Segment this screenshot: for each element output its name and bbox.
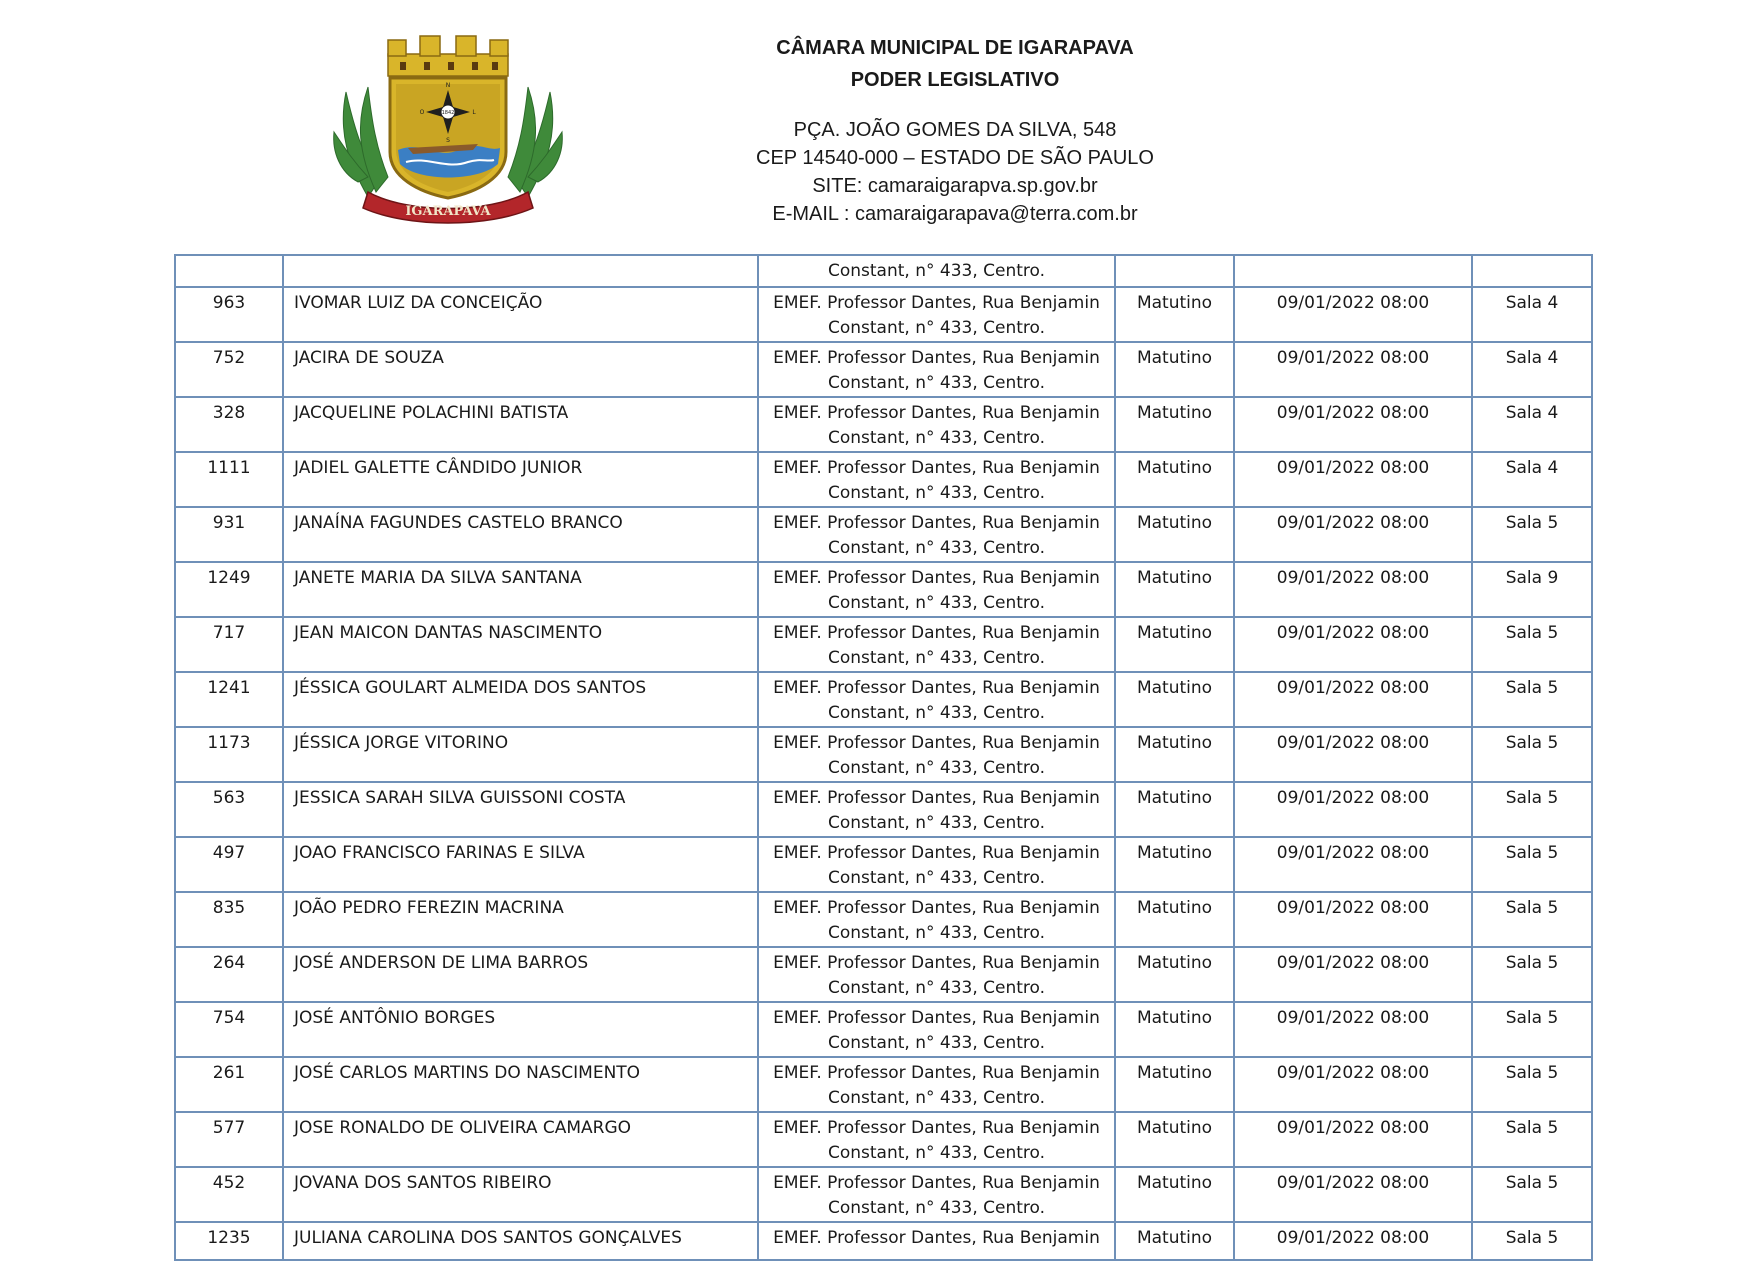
table-row: [175, 287, 1592, 342]
shift-cell: Matutino: [1115, 1167, 1234, 1222]
institution-subtitle: PODER LEGISLATIVO: [850, 69, 1060, 91]
registration-number-cell: 563: [175, 782, 283, 837]
shift-cell: Matutino: [1115, 727, 1234, 782]
candidate-name-cell: JOSÉ ANTÔNIO BORGES: [283, 1002, 758, 1057]
local-line-2: Constant, n° 433, Centro.: [827, 1088, 1046, 1108]
table-row: [175, 837, 1592, 892]
room-cell: Sala 5: [1472, 617, 1592, 672]
registration-number-cell: 931: [175, 507, 283, 562]
svg-text:N: N: [445, 82, 451, 89]
datetime-cell: 09/01/2022 08:00: [1234, 672, 1472, 727]
local-line-1: EMEF. Professor Dantes, Rua Benjamin: [773, 1008, 1100, 1028]
local-line-2: Constant, n° 433, Centro.: [827, 758, 1046, 778]
table-row: [175, 1222, 1592, 1260]
shift-cell: Matutino: [1115, 782, 1234, 837]
room-cell: Sala 4: [1472, 397, 1592, 452]
local-line-1: EMEF. Professor Dantes, Rua Benjamin: [773, 513, 1100, 533]
shift-cell: Matutino: [1115, 1057, 1234, 1112]
local-line-2: Constant, n° 433, Centro.: [827, 868, 1046, 888]
room-cell: Sala 5: [1472, 892, 1592, 947]
datetime-cell: 09/01/2022 08:00: [1234, 287, 1472, 342]
registration-number-cell: 1173: [175, 727, 283, 782]
shift-cell: Matutino: [1115, 342, 1234, 397]
room-cell: Sala 5: [1472, 782, 1592, 837]
table-row: [175, 342, 1592, 397]
local-line-2: Constant, n° 433, Centro.: [827, 978, 1046, 998]
table-row: [175, 1112, 1592, 1167]
local-cell: [758, 1057, 1115, 1112]
candidate-name-cell: JOSÉ CARLOS MARTINS DO NASCIMENTO: [283, 1057, 758, 1112]
candidate-name-cell: JULIANA CAROLINA DOS SANTOS GONÇALVES: [283, 1222, 758, 1260]
svg-text:O: O: [419, 109, 425, 116]
registration-number-cell: 452: [175, 1167, 283, 1222]
table-row: [175, 507, 1592, 562]
datetime-cell: 09/01/2022 08:00: [1234, 1057, 1472, 1112]
registration-number-cell: 1235: [175, 1222, 283, 1260]
email-line: E-MAIL : camaraigarapava@terra.com.br: [772, 203, 1138, 225]
room-cell: Sala 5: [1472, 1167, 1592, 1222]
local-line-1: EMEF. Professor Dantes, Rua Benjamin: [773, 788, 1100, 808]
candidate-name-cell: JACQUELINE POLACHINI BATISTA: [283, 397, 758, 452]
local-cell: [758, 287, 1115, 342]
room-cell: Sala 9: [1472, 562, 1592, 617]
local-cell: [758, 1002, 1115, 1057]
datetime-cell: 09/01/2022 08:00: [1234, 1002, 1472, 1057]
candidate-name-cell: JOAO FRANCISCO FARINAS E SILVA: [283, 837, 758, 892]
local-line-2: Constant, n° 433, Centro.: [827, 1143, 1046, 1163]
registration-number-cell: 752: [175, 342, 283, 397]
room-cell: Sala 5: [1472, 672, 1592, 727]
local-line-2: Constant, n° 433, Centro.: [827, 538, 1046, 558]
registration-number-cell: 264: [175, 947, 283, 1002]
local-line-2: Constant, n° 433, Centro.: [827, 428, 1046, 448]
local-line-1: EMEF. Professor Dantes, Rua Benjamin: [773, 733, 1100, 753]
local-cell: [758, 397, 1115, 452]
local-cell: [758, 727, 1115, 782]
room-cell: Sala 4: [1472, 452, 1592, 507]
local-line-2: Constant, n° 433, Centro.: [827, 483, 1046, 503]
local-cell: [758, 1222, 1115, 1260]
datetime-cell: 09/01/2022 08:00: [1234, 452, 1472, 507]
shift-cell: Matutino: [1115, 892, 1234, 947]
local-cell: [758, 1112, 1115, 1167]
candidate-name-cell: JEAN MAICON DANTAS NASCIMENTO: [283, 617, 758, 672]
candidate-allocation-table: [174, 254, 1593, 1261]
local-line-2: Constant, n° 433, Centro.: [827, 318, 1046, 338]
local-cell: [758, 452, 1115, 507]
municipal-coat-of-arms-logo: [328, 32, 568, 224]
local-cell: [758, 892, 1115, 947]
registration-number-cell: 497: [175, 837, 283, 892]
local-line-2: Constant, n° 433, Centro.: [827, 648, 1046, 668]
table-row: [175, 397, 1592, 452]
shift-cell: Matutino: [1115, 452, 1234, 507]
registration-number-cell: 1241: [175, 672, 283, 727]
svg-text:S: S: [446, 137, 450, 144]
local-cell: [758, 837, 1115, 892]
registration-number-cell: 754: [175, 1002, 283, 1057]
datetime-cell: 09/01/2022 08:00: [1234, 1112, 1472, 1167]
registration-number-cell: 1111: [175, 452, 283, 507]
institution-name: CÂMARA MUNICIPAL DE IGARAPAVA: [776, 37, 1134, 59]
table-row: [175, 672, 1592, 727]
local-line-1: EMEF. Professor Dantes, Rua Benjamin: [773, 1063, 1100, 1083]
datetime-cell: 09/01/2022 08:00: [1234, 617, 1472, 672]
local-line-1: EMEF. Professor Dantes, Rua Benjamin: [773, 623, 1100, 643]
room-cell: Sala 5: [1472, 1222, 1592, 1260]
room-cell: Sala 5: [1472, 947, 1592, 1002]
local-cell: [758, 947, 1115, 1002]
local-line-1: EMEF. Professor Dantes, Rua Benjamin: [773, 458, 1100, 478]
local-cell: [758, 617, 1115, 672]
table-row: [175, 892, 1592, 947]
local-cell: [758, 672, 1115, 727]
table-row: [175, 947, 1592, 1002]
local-line-1: EMEF. Professor Dantes, Rua Benjamin: [773, 678, 1100, 698]
local-line-2: Constant, n° 433, Centro.: [827, 593, 1046, 613]
local-line-1: EMEF. Professor Dantes, Rua Benjamin: [773, 843, 1100, 863]
local-cell: [758, 562, 1115, 617]
shift-cell: Matutino: [1115, 947, 1234, 1002]
shift-cell: Matutino: [1115, 397, 1234, 452]
datetime-cell: 09/01/2022 08:00: [1234, 1222, 1472, 1260]
local-line-1: EMEF. Professor Dantes, Rua Benjamin: [773, 403, 1100, 423]
svg-text:L: L: [472, 109, 476, 116]
local-line-2: Constant, n° 433, Centro.: [827, 813, 1046, 833]
datetime-cell: 09/01/2022 08:00: [1234, 837, 1472, 892]
local-line-2: Constant, n° 433, Centro.: [827, 1198, 1046, 1218]
datetime-cell: 09/01/2022 08:00: [1234, 892, 1472, 947]
local-line-1: EMEF. Professor Dantes, Rua Benjamin: [773, 293, 1100, 313]
datetime-cell: 09/01/2022 08:00: [1234, 727, 1472, 782]
table-row: [175, 1002, 1592, 1057]
datetime-cell: 09/01/2022 08:00: [1234, 782, 1472, 837]
room-cell: Sala 5: [1472, 507, 1592, 562]
shift-cell: Matutino: [1115, 837, 1234, 892]
local-line-2: Constant, n° 433, Centro.: [827, 1033, 1046, 1053]
candidate-name-cell: IVOMAR LUIZ DA CONCEIÇÃO: [283, 287, 758, 342]
local-line-1: EMEF. Professor Dantes, Rua Benjamin: [773, 1173, 1100, 1193]
datetime-cell: 09/01/2022 08:00: [1234, 562, 1472, 617]
room-cell: Sala 4: [1472, 342, 1592, 397]
local-line-2: Constant, n° 433, Centro.: [827, 923, 1046, 943]
candidate-name-cell: JOSE RONALDO DE OLIVEIRA CAMARGO: [283, 1112, 758, 1167]
table-row-continuation: [175, 255, 1592, 287]
candidate-name-cell: JOVANA DOS SANTOS RIBEIRO: [283, 1167, 758, 1222]
local-line-1: EMEF. Professor Dantes, Rua Benjamin: [773, 1228, 1100, 1248]
datetime-cell: 09/01/2022 08:00: [1234, 1167, 1472, 1222]
cep-line: CEP 14540-000 – ESTADO DE SÃO PAULO: [756, 147, 1154, 169]
room-cell: Sala 5: [1472, 1057, 1592, 1112]
local-cell: [758, 782, 1115, 837]
local-line-2: Constant, n° 433, Centro.: [827, 373, 1046, 393]
svg-text:IGARAPAVA: IGARAPAVA: [405, 204, 491, 219]
table-row: [175, 1057, 1592, 1112]
room-cell: Sala 4: [1472, 287, 1592, 342]
candidate-name-cell: JOÃO PEDRO FEREZIN MACRINA: [283, 892, 758, 947]
room-cell: Sala 5: [1472, 727, 1592, 782]
candidate-name-cell: JÉSSICA GOULART ALMEIDA DOS SANTOS: [283, 672, 758, 727]
registration-number-cell: 717: [175, 617, 283, 672]
local-cell: [758, 507, 1115, 562]
candidate-name-cell: JACIRA DE SOUZA: [283, 342, 758, 397]
shift-cell: Matutino: [1115, 287, 1234, 342]
local-line-1: EMEF. Professor Dantes, Rua Benjamin: [773, 953, 1100, 973]
address-line: PÇA. JOÃO GOMES DA SILVA, 548: [793, 119, 1117, 141]
shift-cell: Matutino: [1115, 617, 1234, 672]
shift-cell: Matutino: [1115, 1112, 1234, 1167]
local-line-2: Constant, n° 433, Centro.: [827, 703, 1046, 723]
candidate-name-cell: JÉSSICA JORGE VITORINO: [283, 727, 758, 782]
candidate-name-cell: JADIEL GALETTE CÂNDIDO JUNIOR: [283, 452, 758, 507]
registration-number-cell: 261: [175, 1057, 283, 1112]
table-row: [175, 782, 1592, 837]
local-line-1: EMEF. Professor Dantes, Rua Benjamin: [773, 568, 1100, 588]
table-row: [175, 1167, 1592, 1222]
local-line-1: EMEF. Professor Dantes, Rua Benjamin: [773, 898, 1100, 918]
registration-number-cell: 835: [175, 892, 283, 947]
letterhead: [640, 32, 1270, 228]
room-cell: Sala 5: [1472, 837, 1592, 892]
datetime-cell: 09/01/2022 08:00: [1234, 947, 1472, 1002]
datetime-cell: 09/01/2022 08:00: [1234, 397, 1472, 452]
table-row: [175, 617, 1592, 672]
candidate-name-cell: JESSICA SARAH SILVA GUISSONI COSTA: [283, 782, 758, 837]
registration-number-cell: 963: [175, 287, 283, 342]
datetime-cell: 09/01/2022 08:00: [1234, 507, 1472, 562]
local-line-1: EMEF. Professor Dantes, Rua Benjamin: [773, 348, 1100, 368]
local-cell: [758, 1167, 1115, 1222]
local-cell: [758, 342, 1115, 397]
room-cell: Sala 5: [1472, 1002, 1592, 1057]
candidate-name-cell: JANAÍNA FAGUNDES CASTELO BRANCO: [283, 507, 758, 562]
local-cell: Constant, n° 433, Centro.: [758, 255, 1115, 287]
shift-cell: Matutino: [1115, 562, 1234, 617]
site-line: SITE: camaraigarapva.sp.gov.br: [812, 175, 1098, 197]
registration-number-cell: 328: [175, 397, 283, 452]
registration-number-cell: 577: [175, 1112, 283, 1167]
datetime-cell: 09/01/2022 08:00: [1234, 342, 1472, 397]
svg-text:1842: 1842: [441, 110, 455, 116]
table-row: [175, 452, 1592, 507]
shift-cell: Matutino: [1115, 672, 1234, 727]
table-row: [175, 727, 1592, 782]
table-row: [175, 562, 1592, 617]
candidate-name-cell: JOSÉ ANDERSON DE LIMA BARROS: [283, 947, 758, 1002]
candidate-name-cell: JANETE MARIA DA SILVA SANTANA: [283, 562, 758, 617]
shift-cell: Matutino: [1115, 1222, 1234, 1260]
shift-cell: Matutino: [1115, 1002, 1234, 1057]
shift-cell: Matutino: [1115, 507, 1234, 562]
local-line-1: EMEF. Professor Dantes, Rua Benjamin: [773, 1118, 1100, 1138]
registration-number-cell: 1249: [175, 562, 283, 617]
room-cell: Sala 5: [1472, 1112, 1592, 1167]
